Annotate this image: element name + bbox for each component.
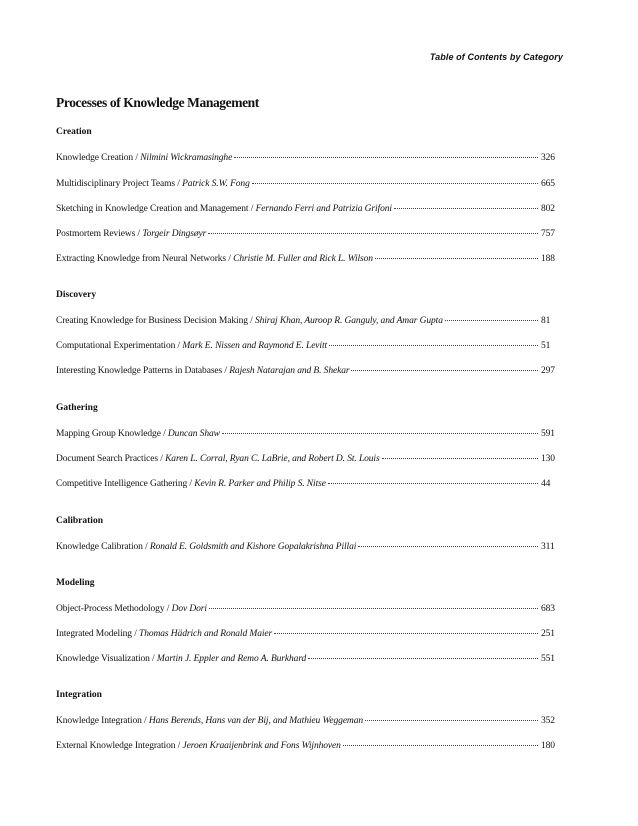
dot-leader bbox=[252, 182, 538, 184]
section-title-modeling: Modeling bbox=[56, 578, 95, 588]
toc-entry[interactable] bbox=[56, 229, 560, 239]
entry-page: 757 bbox=[541, 229, 555, 239]
entry-page: 352 bbox=[541, 716, 555, 726]
section-title-gathering: Gathering bbox=[56, 403, 98, 413]
toc-entry[interactable] bbox=[56, 204, 560, 214]
entry-page: 51 bbox=[541, 341, 551, 351]
toc-entry[interactable] bbox=[56, 254, 560, 264]
entry-separator: / bbox=[175, 341, 183, 351]
entry-separator: / bbox=[248, 204, 256, 214]
entry-page: 311 bbox=[541, 542, 555, 552]
entry-title: Multidisciplinary Project Teams bbox=[56, 179, 176, 189]
entry-separator: / bbox=[164, 604, 172, 614]
entry-authors: Kevin R. Parker and Philip S. Nitse bbox=[194, 479, 326, 489]
entry-separator: / bbox=[160, 429, 168, 439]
entry-title: Object-Process Methodology bbox=[56, 604, 165, 614]
dot-leader bbox=[328, 482, 538, 484]
entry-authors: Hans Berends, Hans van der Bij, and Mathieu Weggeman bbox=[148, 716, 363, 726]
entry-page: 188 bbox=[541, 254, 555, 264]
entry-authors: Thomas Hädrich and Ronald Maier bbox=[139, 629, 273, 639]
entry-separator: / bbox=[141, 716, 149, 726]
entry-page: 251 bbox=[541, 629, 555, 639]
dot-leader bbox=[365, 719, 538, 721]
dot-leader bbox=[209, 607, 538, 609]
entry-page: 591 bbox=[541, 429, 555, 439]
toc-entry[interactable] bbox=[56, 179, 560, 189]
entry-separator: / bbox=[149, 654, 157, 664]
entry-separator: / bbox=[131, 629, 140, 639]
dot-leader bbox=[394, 207, 538, 209]
entry-title: Document Search Practices bbox=[56, 454, 158, 464]
entry-title: Postmortem Reviews bbox=[56, 229, 136, 239]
entry-page: 130 bbox=[541, 454, 555, 464]
entry-authors: Torgeir Dingsøyr bbox=[142, 229, 207, 239]
entry-authors: Shiraj Khan, Auroop R. Ganguly, and Amar Gupta bbox=[254, 316, 443, 326]
dot-leader bbox=[343, 744, 538, 746]
entry-page: 44 bbox=[541, 479, 551, 489]
entry-title: Knowledge Calibration bbox=[56, 542, 143, 552]
entry-authors: Ronald E. Goldsmith and Kishore Gopalakrishna Pillai bbox=[149, 542, 357, 552]
entry-separator: / bbox=[247, 316, 255, 326]
page-title: Processes of Knowledge Management bbox=[56, 95, 259, 110]
entry-authors: Duncan Shaw bbox=[167, 429, 220, 439]
toc-entry[interactable] bbox=[56, 429, 560, 439]
entry-title: Knowledge Integration bbox=[56, 716, 142, 726]
entry-authors: Nilmini Wickramasinghe bbox=[140, 153, 233, 163]
running-head: Table of Contents by Category bbox=[429, 52, 563, 62]
toc-entry[interactable] bbox=[56, 604, 560, 614]
dot-leader bbox=[375, 257, 538, 259]
toc-entry[interactable] bbox=[56, 629, 560, 639]
entry-separator: / bbox=[133, 153, 141, 163]
entry-title: Interesting Knowledge Patterns in Databases bbox=[56, 366, 223, 376]
entry-authors: Karen L. Corral, Ryan C. LaBrie, and Robert D. St. Louis bbox=[165, 454, 380, 464]
dot-leader bbox=[382, 457, 538, 459]
entry-title: External Knowledge Integration bbox=[56, 741, 176, 751]
entry-title: Computational Experimentation bbox=[56, 341, 176, 351]
toc-entry[interactable] bbox=[56, 479, 560, 489]
toc-entry[interactable] bbox=[56, 454, 560, 464]
entry-authors: Mark E. Nissen and Raymond E. Levitt bbox=[182, 341, 328, 351]
entry-authors: Rajesh Natarajan and B. Shekar bbox=[229, 366, 350, 376]
toc-entry[interactable] bbox=[56, 654, 560, 664]
entry-authors: Patrick S.W. Fong bbox=[182, 179, 250, 189]
dot-leader bbox=[222, 432, 538, 434]
entry-page: 326 bbox=[541, 153, 555, 163]
section-title-creation: Creation bbox=[56, 127, 92, 137]
entry-title: Knowledge Creation bbox=[56, 153, 134, 163]
entry-separator: / bbox=[142, 542, 150, 552]
entry-separator: / bbox=[135, 229, 143, 239]
dot-leader bbox=[351, 369, 538, 371]
entry-title: Competitive Intelligence Gathering bbox=[56, 479, 188, 489]
entry-separator: / bbox=[187, 479, 195, 489]
dot-leader bbox=[208, 232, 538, 234]
entry-authors: Christie M. Fuller and Rick L. Wilson bbox=[233, 254, 373, 264]
section-title-integration: Integration bbox=[56, 690, 102, 700]
section-title-calibration: Calibration bbox=[56, 516, 103, 526]
dot-leader bbox=[234, 156, 538, 158]
entry-authors: Jeroen Kraaijenbrink and Fons Wijnhoven bbox=[182, 741, 341, 751]
entry-page: 297 bbox=[541, 366, 555, 376]
entry-title: Creating Knowledge for Business Decision Making bbox=[56, 316, 248, 326]
entry-separator: / bbox=[175, 179, 183, 189]
entry-title: Integrated Modeling bbox=[56, 629, 132, 639]
section-title-discovery: Discovery bbox=[56, 290, 97, 300]
dot-leader bbox=[274, 632, 538, 634]
toc-entry[interactable] bbox=[56, 741, 560, 751]
entry-authors: Dov Dori bbox=[171, 604, 207, 614]
entry-authors: Martin J. Eppler and Remo A. Burkhard bbox=[156, 654, 307, 664]
toc-entry[interactable] bbox=[56, 542, 560, 552]
entry-page: 551 bbox=[541, 654, 555, 664]
dot-leader bbox=[445, 319, 538, 321]
dot-leader bbox=[329, 344, 538, 346]
entry-separator: / bbox=[157, 454, 166, 464]
toc-entry[interactable] bbox=[56, 316, 560, 326]
entry-title: Sketching in Knowledge Creation and Management bbox=[56, 204, 249, 214]
dot-leader bbox=[308, 657, 538, 659]
entry-page: 180 bbox=[541, 741, 555, 751]
entry-separator: / bbox=[175, 741, 183, 751]
toc-entry[interactable] bbox=[56, 366, 560, 376]
toc-entry[interactable] bbox=[56, 341, 560, 351]
entry-title: Knowledge Visualization bbox=[56, 654, 150, 664]
entry-title: Mapping Group Knowledge bbox=[56, 429, 161, 439]
entry-page: 81 bbox=[541, 316, 551, 326]
entry-separator: / bbox=[222, 366, 230, 376]
entry-authors: Fernando Ferri and Patrizia Grifoni bbox=[255, 204, 392, 214]
toc-entry[interactable] bbox=[56, 716, 560, 726]
entry-page: 683 bbox=[541, 604, 555, 614]
toc-entry[interactable] bbox=[56, 153, 560, 163]
entry-separator: / bbox=[226, 254, 234, 264]
entry-title: Extracting Knowledge from Neural Networks bbox=[56, 254, 227, 264]
dot-leader bbox=[358, 545, 538, 547]
entry-page: 665 bbox=[541, 179, 555, 189]
entry-page: 802 bbox=[541, 204, 555, 214]
